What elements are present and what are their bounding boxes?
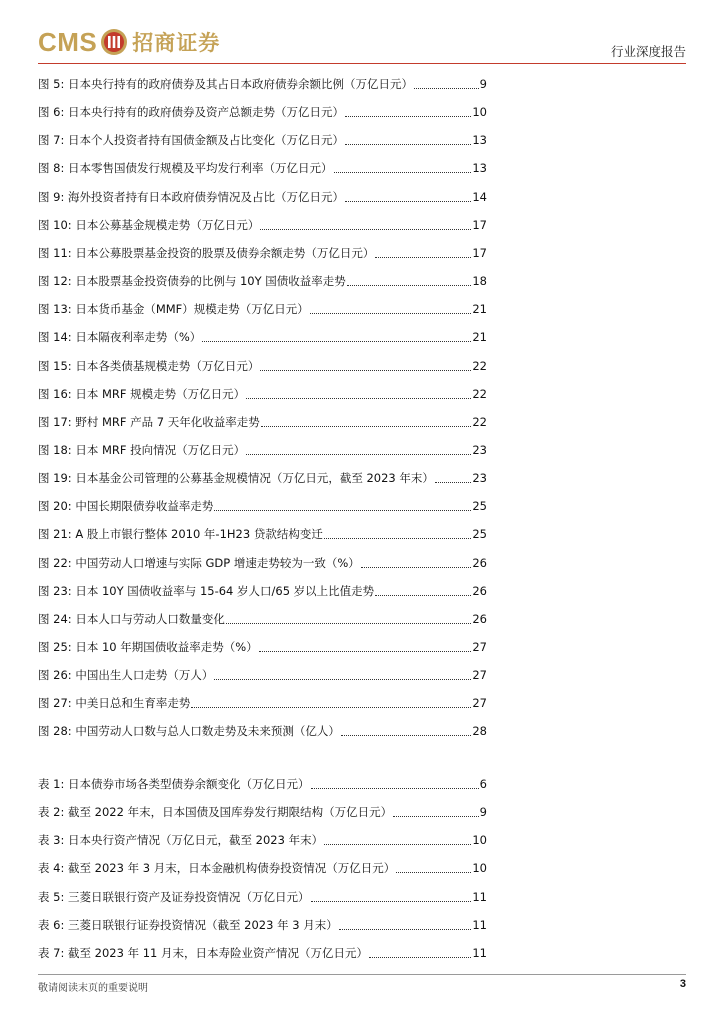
toc-entry-page: 22 (472, 414, 487, 429)
dot-leader (226, 611, 472, 624)
dot-leader (414, 76, 479, 89)
figure-toc-entry[interactable] (38, 74, 487, 92)
dot-leader (345, 132, 471, 145)
toc-entry-page: 10 (472, 833, 487, 848)
dot-leader (311, 776, 479, 789)
dot-leader (246, 386, 471, 399)
figure-toc-entry[interactable] (38, 215, 487, 233)
toc-entry-label: 图 24: 日本人口与劳动人口数量变化 (38, 611, 225, 626)
dot-leader (341, 723, 472, 736)
dot-leader (191, 695, 471, 708)
toc-entry-page: 10 (472, 861, 487, 876)
header-divider (38, 63, 686, 64)
dot-leader (435, 470, 471, 483)
toc-entry-label: 图 20: 中国长期限债券收益率走势 (38, 499, 214, 514)
figure-toc-entry[interactable] (38, 384, 487, 402)
toc-entry-page: 17 (472, 217, 487, 232)
dot-leader (311, 889, 472, 902)
toc-entry-page: 25 (472, 499, 487, 514)
toc-entry-page: 26 (472, 611, 487, 626)
toc-entry-label: 图 18: 日本 MRF 投向情况（万亿日元） (38, 442, 246, 457)
figure-toc-entry[interactable] (38, 356, 487, 374)
figure-toc-entry[interactable] (38, 553, 487, 571)
dot-leader (202, 329, 471, 342)
dot-leader (396, 860, 471, 873)
footer-divider (38, 974, 686, 975)
dot-leader (246, 442, 471, 455)
figure-toc-entry[interactable] (38, 524, 487, 542)
dot-leader (375, 245, 471, 258)
toc-entry-label: 表 6: 三菱日联银行证券投资情况（截至 2023 年 3 月末） (38, 917, 338, 932)
table-toc-entry[interactable] (38, 830, 487, 848)
dot-leader (261, 414, 472, 427)
toc-entry-label: 图 14: 日本隔夜利率走势（%） (38, 330, 202, 345)
toc-entry-page: 27 (472, 640, 487, 654)
toc-entry-page: 13 (472, 133, 487, 148)
toc-entry-page: 11 (472, 945, 487, 960)
dot-leader (345, 104, 471, 117)
toc-entry-page: 17 (472, 245, 487, 260)
figure-toc-entry[interactable] (38, 158, 487, 176)
toc-entry-page: 21 (472, 302, 487, 317)
toc-entry-label: 图 5: 日本央行持有的政府债券及其占日本政府债券余额比例（万亿日元） (38, 77, 413, 91)
toc-entry-label: 图 7: 日本个人投资者持有国债金额及占比变化（万亿日元） (38, 133, 344, 148)
dot-leader (369, 945, 471, 958)
table-toc-entry[interactable] (38, 802, 487, 820)
dot-leader (375, 583, 471, 596)
toc-entry-label: 图 10: 日本公募基金规模走势（万亿日元） (38, 217, 260, 232)
figure-toc-entry[interactable] (38, 637, 487, 655)
toc-entry-page: 26 (472, 555, 487, 570)
logo-emblem-icon (100, 28, 128, 56)
page-header (0, 0, 724, 66)
toc-entry-page: 11 (472, 917, 487, 932)
toc-entry-label: 图 12: 日本股票基金投资债券的比例与 10Y 国债收益率走势 (38, 274, 346, 289)
dot-leader (334, 160, 472, 173)
table-toc-entry[interactable] (38, 915, 487, 933)
toc-entry-page: 23 (472, 471, 487, 486)
toc-entry-page: 28 (472, 724, 487, 739)
toc-entry-page: 23 (472, 442, 487, 457)
table-toc-entry[interactable] (38, 858, 487, 876)
dot-leader (259, 639, 472, 652)
toc-entry-page: 9 (479, 805, 487, 820)
table-toc-entry[interactable] (38, 774, 487, 792)
toc-entry-label: 图 25: 日本 10 年期国债收益率走势（%） (38, 640, 258, 654)
toc-entry-label: 表 3: 日本央行资产情况（万亿日元，截至 2023 年末） (38, 833, 324, 848)
toc-entry-label: 图 15: 日本各类债基规模走势（万亿日元） (38, 358, 260, 373)
toc-entry-page: 27 (472, 696, 487, 711)
logo-text-cn: 招商证券 (132, 31, 221, 55)
toc-entry-page: 13 (472, 161, 487, 176)
dot-leader (345, 189, 471, 202)
toc-entry-page: 21 (472, 330, 487, 345)
figure-toc-entry[interactable] (38, 327, 487, 345)
logo-text-latin: CMS (38, 26, 98, 57)
toc-entry-label: 表 5: 三菱日联银行资产及证券投资情况（万亿日元） (38, 889, 310, 904)
toc-entry-page: 25 (472, 527, 487, 542)
figure-toc-entry[interactable] (38, 721, 487, 739)
toc-entry-page: 9 (479, 77, 487, 91)
toc-entry-label: 图 9: 海外投资者持有日本政府债券情况及占比（万亿日元） (38, 189, 344, 204)
figure-toc-entry[interactable] (38, 271, 487, 289)
figure-toc-entry[interactable] (38, 130, 487, 148)
toc-entry-label: 图 26: 中国出生人口走势（万人） (38, 668, 214, 683)
toc-entry-label: 图 6: 日本央行持有的政府债券及资产总额走势（万亿日元） (38, 105, 344, 120)
toc-entry-label: 表 1: 日本债券市场各类型债券余额变化（万亿日元） (38, 777, 310, 791)
toc-entry-label: 表 4: 截至 2023 年 3 月末，日本金融机构债券投资情况（万亿日元） (38, 861, 396, 876)
toc-entry-label: 图 28: 中国劳动人口数与总人口数走势及未来预测（亿人） (38, 724, 340, 739)
dot-leader (260, 358, 471, 371)
toc-entry-label: 图 11: 日本公募股票基金投资的股票及债券余额走势（万亿日元） (38, 245, 375, 260)
toc-entry-label: 表 2: 截至 2022 年末，日本国债及国库券发行期限结构（万亿日元） (38, 805, 393, 820)
figure-toc-entry[interactable] (38, 187, 487, 205)
toc-entry-label: 图 19: 日本基金公司管理的公募基金规模情况（万亿日元，截至 2023 年末） (38, 471, 434, 486)
company-logo (38, 24, 220, 60)
toc-entry-label: 图 21: A 股上市银行整体 2010 年-1H23 贷款结构变迁 (38, 527, 323, 542)
figure-toc-entry[interactable] (38, 496, 487, 514)
dot-leader (214, 498, 471, 511)
dot-leader (347, 273, 472, 286)
toc-entry-page: 27 (472, 668, 487, 683)
dot-leader (393, 804, 479, 817)
page-number: 3 (679, 978, 686, 990)
figure-toc-entry[interactable] (38, 468, 487, 486)
dot-leader (310, 301, 472, 314)
dot-leader (260, 217, 471, 230)
toc-entry-label: 图 8: 日本零售国债发行规模及平均发行利率（万亿日元） (38, 161, 333, 176)
dot-leader (361, 555, 472, 568)
figure-toc-entry[interactable] (38, 609, 487, 627)
toc-entry-page: 22 (472, 386, 487, 401)
figure-toc-entry[interactable] (38, 693, 487, 711)
figure-toc-entry[interactable] (38, 412, 487, 430)
toc-entry-page: 11 (472, 889, 487, 904)
toc-entry-page: 18 (472, 274, 487, 289)
toc-entry-label: 图 22: 中国劳动人口增速与实际 GDP 增速走势较为一致（%） (38, 555, 360, 570)
toc-entry-page: 6 (479, 777, 487, 791)
table-toc-entry[interactable] (38, 943, 487, 961)
toc-entry-label: 图 16: 日本 MRF 规模走势（万亿日元） (38, 386, 246, 401)
toc-entry-label: 图 27: 中美日总和生育率走势 (38, 696, 191, 711)
toc-entry-label: 表 7: 截至 2023 年 11 月末，日本寿险业资产情况（万亿日元） (38, 945, 369, 960)
dot-leader (339, 917, 472, 930)
dot-leader (324, 526, 472, 539)
dot-leader (324, 832, 471, 845)
figure-toc-entry[interactable] (38, 299, 487, 317)
toc-entry-page: 26 (472, 583, 487, 598)
figure-toc-entry[interactable] (38, 440, 487, 458)
footer-disclaimer: 敬请阅读末页的重要说明 (38, 983, 148, 994)
figure-toc-entry[interactable] (38, 581, 487, 599)
toc-entry-label: 图 13: 日本货币基金（MMF）规模走势（万亿日元） (38, 302, 309, 317)
figure-toc-entry[interactable] (38, 243, 487, 261)
toc-entry-label: 图 17: 野村 MRF 产品 7 天年化收益率走势 (38, 414, 260, 429)
toc-entry-page: 22 (472, 358, 487, 373)
toc-entry-page: 14 (472, 189, 487, 204)
toc-entry-label: 图 23: 日本 10Y 国债收益率与 15-64 岁人口/65 岁以上比值走势 (38, 583, 375, 598)
figure-toc-entry[interactable] (38, 102, 487, 120)
figure-toc-entry[interactable] (38, 665, 487, 683)
toc-entry-page: 10 (472, 105, 487, 120)
report-type: 行业深度报告 (610, 44, 686, 59)
table-toc-entry[interactable] (38, 887, 487, 905)
dot-leader (214, 667, 471, 680)
